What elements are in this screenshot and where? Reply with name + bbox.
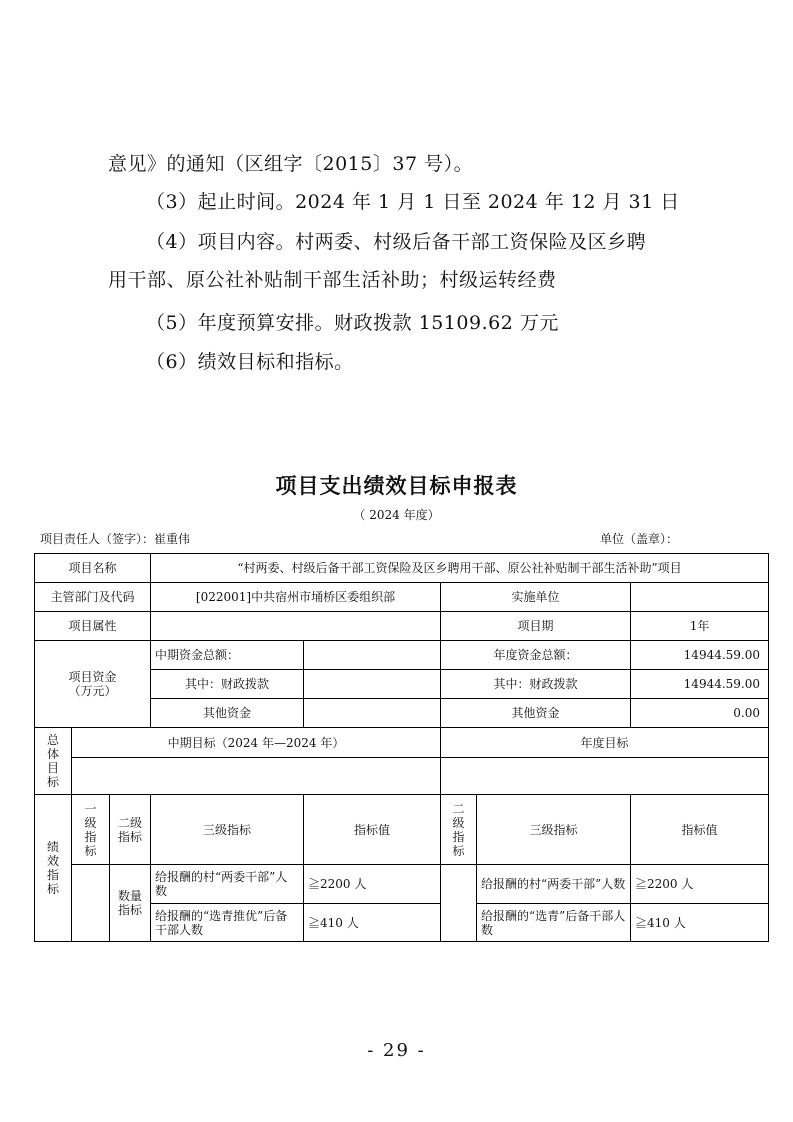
period-value: 1年	[631, 612, 769, 641]
unit-seal-label: 单位（盖章）：	[600, 532, 679, 546]
body-line-4: 用干部、原公社补贴制干部生活补助；村级运转经费	[108, 269, 557, 291]
level1-char-3: 指	[84, 829, 97, 844]
overall-goal-char-1: 总	[46, 733, 59, 747]
level1-char-4: 标	[84, 843, 97, 858]
body-line-3: （4）项目内容。村两委、村级后备干部工资保险及区乡聘	[146, 231, 647, 253]
row1-right-level3: 给报酬的村“两委干部”人数	[477, 865, 631, 904]
body-line-2: （3）起止时间。2024 年 1 月 1 日至 2024 年 12 月 31 日	[146, 191, 680, 213]
overall-goal-char-2: 体	[46, 747, 59, 761]
overall-goal-char-3: 目	[46, 761, 59, 775]
level1-char-1: 一	[84, 801, 97, 816]
level2-right-char-1: 二	[452, 801, 465, 816]
perf-char-4: 标	[46, 882, 59, 896]
row2-left-level3: 给报酬的“选青推优”后备干部人数	[151, 904, 304, 942]
attr-label: 项目属性	[35, 612, 151, 641]
form-title: 项目支出绩效目标申报表	[275, 474, 518, 498]
body-line-5: （5）年度预算安排。财政拨款 15109.62 万元	[146, 312, 559, 334]
perf-char-3: 指	[46, 868, 59, 882]
level1-cell	[72, 865, 110, 942]
mid-goal-value	[72, 758, 441, 795]
row1-left-value: ≧2200 人	[304, 865, 441, 904]
dept-value: [022001]中共宿州市埇桥区委组织部	[151, 583, 441, 612]
project-name-label: 项目名称	[35, 554, 151, 583]
annual-other-label: 其他资金	[441, 699, 631, 728]
row2-right-value: ≧410 人	[631, 904, 769, 942]
attr-value	[151, 612, 441, 641]
dept-label: 主管部门及代码	[35, 583, 151, 612]
mid-fin-label: 其中：财政拨款	[151, 670, 304, 699]
mid-goal-label: 中期目标（2024 年—2024 年）	[72, 728, 441, 758]
perf-indicator-label	[35, 795, 72, 942]
mid-total-label: 中期资金总额：	[151, 641, 304, 670]
level1-char-2: 级	[84, 815, 97, 830]
level2-line-2: 指标	[118, 829, 143, 844]
level2-header	[110, 795, 151, 865]
funds-label	[35, 641, 151, 728]
quantity-indicator-label	[110, 865, 151, 942]
annual-total-value: 14944.59.00	[631, 641, 769, 670]
mid-other-value	[304, 699, 441, 728]
indicator-value-header-right: 指标值	[631, 795, 769, 865]
annual-other-value: 0.00	[631, 699, 769, 728]
mid-other-label: 其他资金	[151, 699, 304, 728]
indicator-value-header-left: 指标值	[304, 795, 441, 865]
page-number: - 29 -	[367, 1040, 426, 1061]
level2-right-char-4: 标	[452, 843, 465, 858]
funds-label-line-1: 项目资金	[68, 670, 117, 684]
annual-total-label: 年度资金总额：	[441, 641, 631, 670]
mid-fin-value	[304, 670, 441, 699]
level2-right-char-2: 级	[452, 815, 465, 830]
level2-header-right	[441, 795, 477, 865]
annual-goal-value	[441, 758, 769, 795]
level2-right-char-3: 指	[452, 829, 465, 844]
perf-char-2: 效	[46, 854, 59, 868]
annual-fin-label: 其中：财政拨款	[441, 670, 631, 699]
form-year: （ 2024 年度）	[353, 508, 440, 522]
row1-left-level3: 给报酬的村“两委干部”人数	[151, 865, 304, 904]
period-label: 项目期	[441, 612, 631, 641]
overall-goal-label	[35, 728, 72, 795]
annual-goal-label: 年度目标	[441, 728, 769, 758]
funds-label-line-2: （万元）	[68, 684, 117, 698]
level3-header-left: 三级指标	[151, 795, 304, 865]
row2-left-value: ≧410 人	[304, 904, 441, 942]
impl-unit-label: 实施单位	[441, 583, 631, 612]
overall-goal-char-4: 标	[46, 775, 59, 789]
annual-fin-value: 14944.59.00	[631, 670, 769, 699]
level2-line-1: 二级	[118, 815, 143, 830]
perf-char-1: 绩	[46, 840, 59, 854]
responsible-person: 项目责任人（签字）：崔重伟	[40, 532, 191, 546]
body-line-6: （6）绩效目标和指标。	[146, 351, 354, 373]
performance-target-table	[34, 553, 769, 942]
quantity-line-1: 数量	[118, 889, 143, 903]
row1-right-value: ≧2200 人	[631, 865, 769, 904]
mid-total-value	[304, 641, 441, 670]
quantity-line-2: 指标	[118, 903, 143, 917]
level1-header	[72, 795, 110, 865]
level3-header-right: 三级指标	[477, 795, 631, 865]
row2-right-level3: 给报酬的“选青”后备干部人数	[477, 904, 631, 942]
body-line-1: 意见》的通知（区组字〔2015〕37 号）。	[108, 153, 474, 175]
project-name-value: “村两委、村级后备干部工资保险及区乡聘用干部、原公社补贴制干部生活补助”项目	[151, 554, 769, 583]
level2-cell-right	[441, 865, 477, 942]
impl-unit-value	[631, 583, 769, 612]
